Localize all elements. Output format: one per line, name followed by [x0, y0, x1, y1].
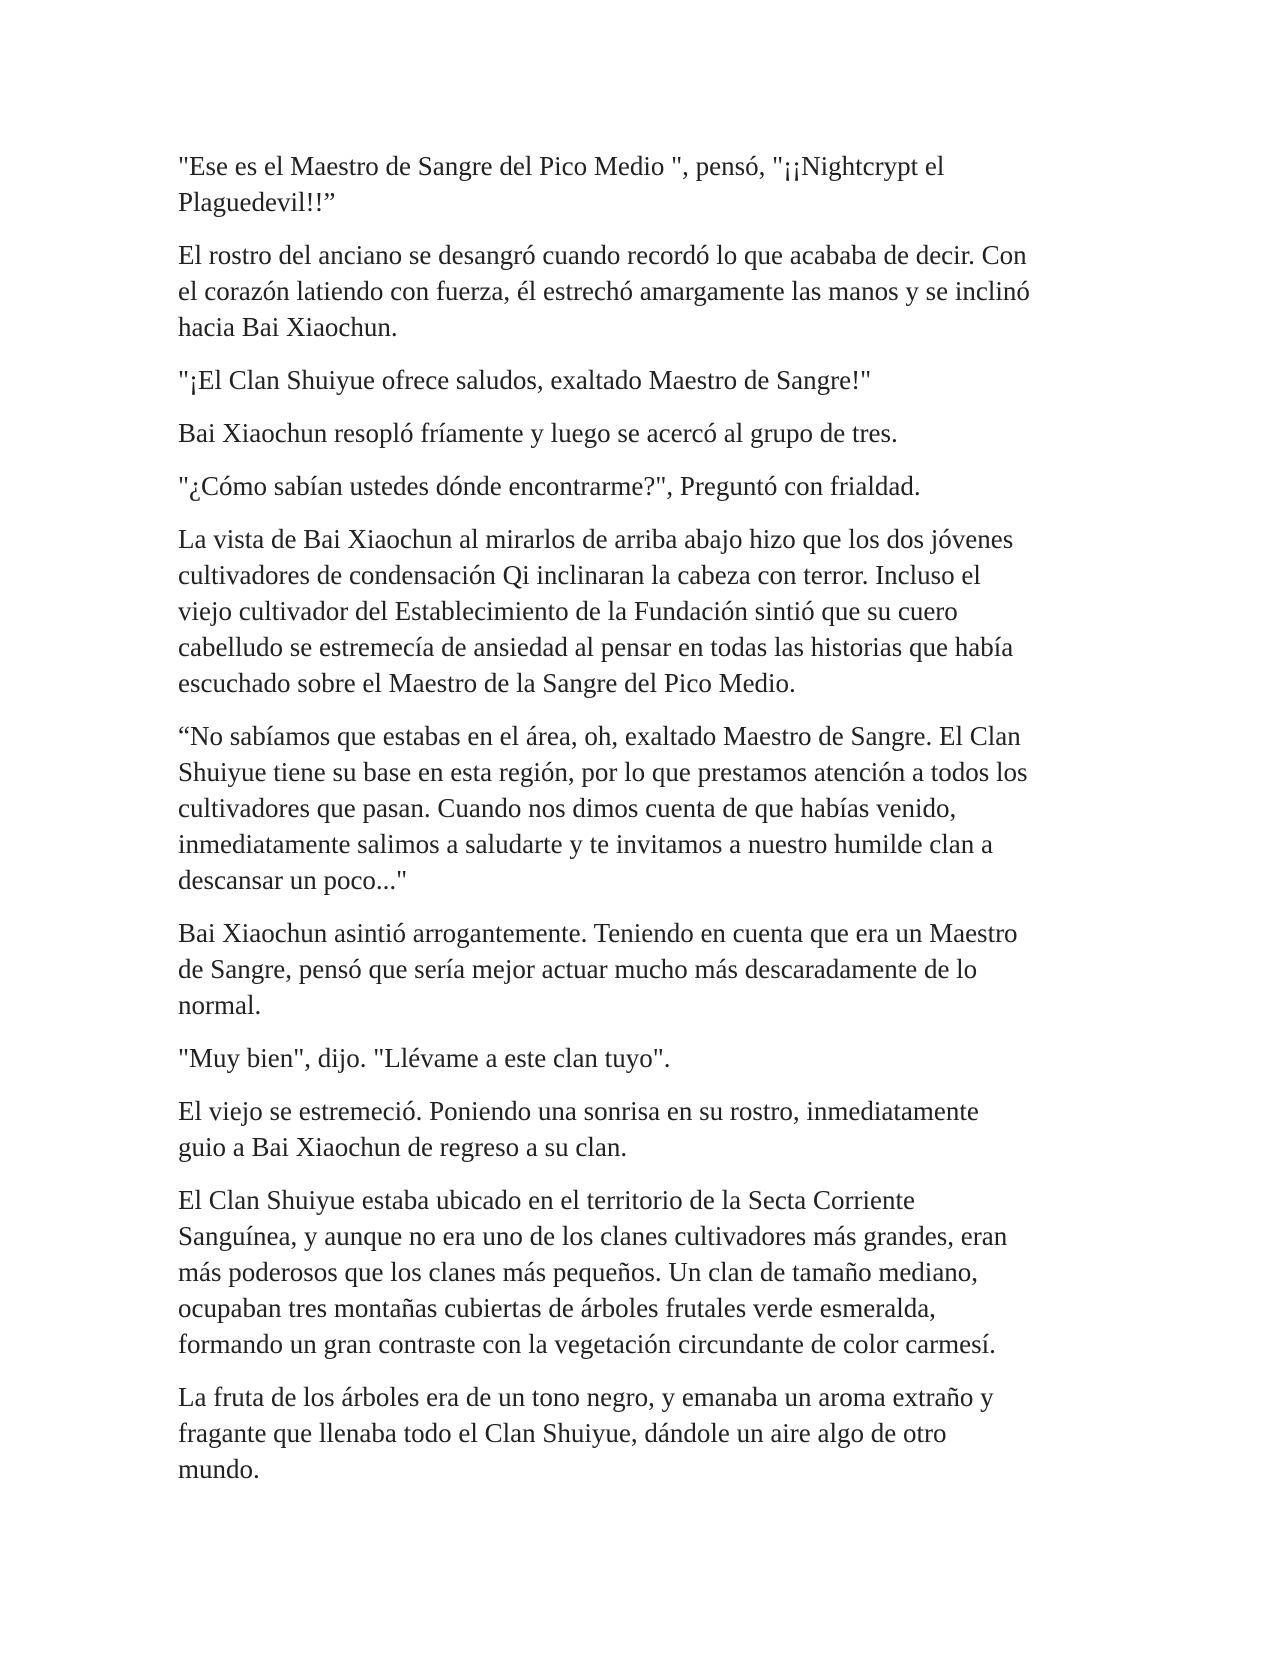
paragraph: "Ese es el Maestro de Sangre del Pico Medio ", pensó, "¡¡Nightcrypt el Plaguedevil!!”: [178, 151, 945, 217]
paragraph: El Clan Shuiyue estaba ubicado en el territorio de la Secta Corriente Sanguínea, y aunque no era uno de los clanes cultivadores más grandes, eran más poderosos que los clanes más pequeños. Un clan de tamaño mediano, ocupaban tres montañas cubiertas de árboles frutales verde esmeralda, formando un gran contraste con la vegetación circundante de color carmesí.: [178, 1185, 1008, 1359]
paragraph: Bai Xiaochun resopló fríamente y luego se acercó al grupo de tres.: [178, 418, 898, 448]
paragraph: "¿Cómo sabían ustedes dónde encontrarme?", Preguntó con frialdad.: [178, 471, 921, 501]
document-body: [178, 148, 1118, 1504]
paragraph: "¡El Clan Shuiyue ofrece saludos, exaltado Maestro de Sangre!": [178, 365, 872, 395]
paragraph: El rostro del anciano se desangró cuando recordó lo que acababa de decir. Con el corazón latiendo con fuerza, él estrechó amargamente las manos y se inclinó hacia Bai Xiaochun.: [178, 240, 1030, 342]
paragraph: La vista de Bai Xiaochun al mirarlos de arriba abajo hizo que los dos jóvenes cultivadores de condensación Qi inclinaran la cabeza con terror. Incluso el viejo cultivador del Establecimiento de la Fundación sintió que su cuero cabelludo se estremecía de ansiedad al pensar en todas las historias que había escuchado sobre el Maestro de la Sangre del Pico Medio.: [178, 524, 1014, 698]
paragraph: La fruta de los árboles era de un tono negro, y emanaba un aroma extraño y fragante que llenaba todo el Clan Shuiyue, dándole un aire algo de otro mundo.: [178, 1382, 994, 1484]
paragraph: El viejo se estremeció. Poniendo una sonrisa en su rostro, inmediatamente guio a Bai Xiaochun de regreso a su clan.: [178, 1096, 979, 1162]
paragraph: “No sabíamos que estabas en el área, oh, exaltado Maestro de Sangre. El Clan Shuiyue tiene su base en esta región, por lo que prestamos atención a todos los cultivadores que pasan. Cuando nos dimos cuenta de que habías venido, inmediatamente salimos a saludarte y te invitamos a nuestro humilde clan a descansar un poco...": [178, 721, 1028, 895]
paragraph: "Muy bien", dijo. "Llévame a este clan tuyo".: [178, 1043, 671, 1073]
paragraph: Bai Xiaochun asintió arrogantemente. Teniendo en cuenta que era un Maestro de Sangre, pensó que sería mejor actuar mucho más descaradamente de lo normal.: [178, 918, 1018, 1020]
